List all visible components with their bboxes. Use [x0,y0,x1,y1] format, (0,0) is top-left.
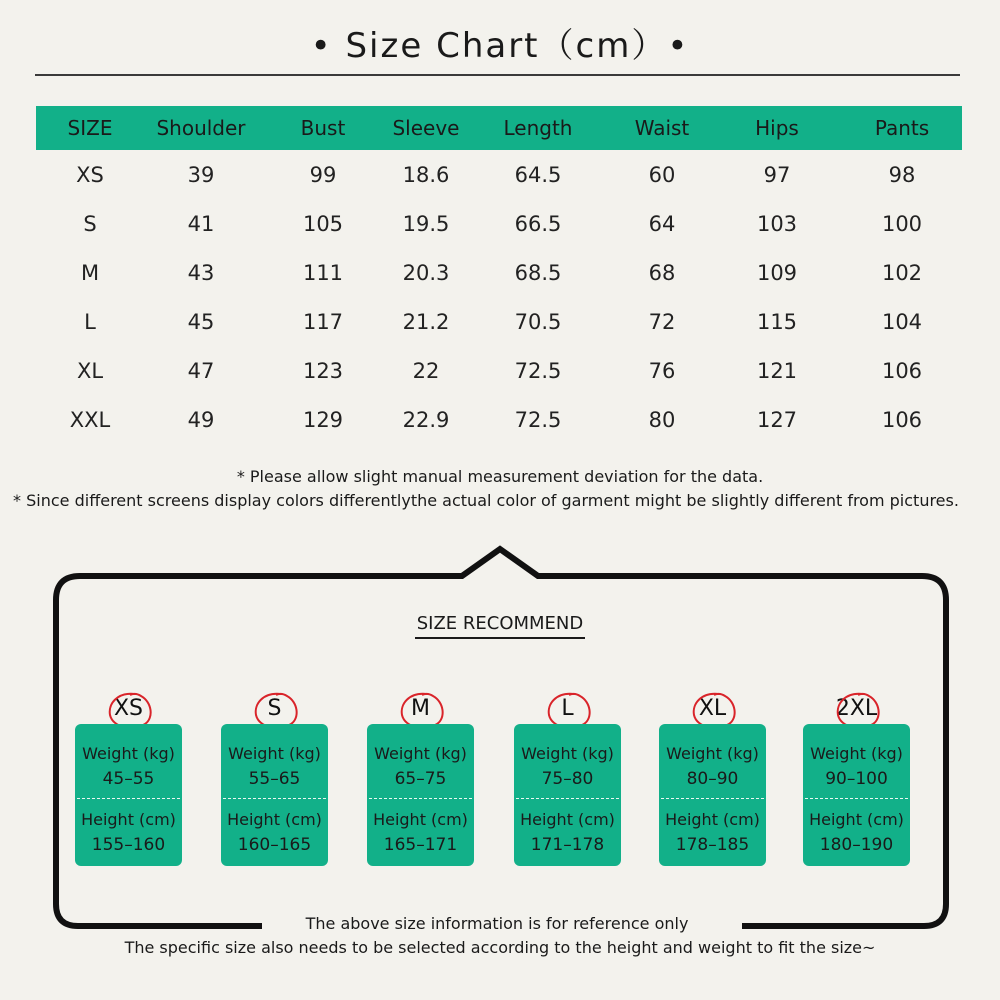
recommend-size-label: 2XL [835,696,878,721]
page-title: • Size Chart（cm）• [310,26,690,66]
table-cell: 99 [309,162,337,187]
column-header: Waist [634,116,690,140]
table-cell: 98 [888,162,916,187]
table-cell: 64 [648,211,676,236]
height-range: 160–165 [237,835,312,855]
height-range: 155–160 [91,835,166,855]
table-cell: 68 [648,260,676,285]
measurement-note: * Please allow slight manual measurement deviation for the data. [236,467,764,486]
table-cell: 72 [648,309,676,334]
table-cell: 19.5 [402,211,450,236]
size-recommend-card [803,724,910,866]
color-note: * Since different screens display colors differentlythe actual color of garment might be slightly different from pictures. [13,491,959,510]
table-cell: M [80,260,100,285]
weight-label: Weight (kg) [666,744,759,763]
column-header: Bust [300,116,346,140]
weight-range: 80–90 [686,769,739,789]
table-cell: 20.3 [402,260,450,285]
weight-label: Weight (kg) [82,744,175,763]
recommend-size-label: M [411,696,430,721]
table-cell: 49 [187,407,215,432]
table-cell: 64.5 [514,162,562,187]
reference-note: The above size information is for reference only [305,914,689,933]
table-cell: 115 [756,309,798,334]
table-cell: 105 [302,211,344,236]
column-header: Hips [755,116,799,140]
recommend-size-label: XS [113,696,144,721]
table-cell: XS [76,162,104,187]
table-cell: 80 [648,407,676,432]
table-cell: 22 [412,358,440,383]
weight-range: 45–55 [102,769,155,789]
height-label: Height (cm) [665,810,760,829]
table-cell: 106 [881,358,923,383]
size-recommend-card [221,724,328,866]
table-cell: 102 [881,260,923,285]
table-cell: 22.9 [402,407,450,432]
table-cell: 123 [302,358,344,383]
weight-label: Weight (kg) [521,744,614,763]
table-cell: 47 [187,358,215,383]
table-cell: 104 [881,309,923,334]
recommend-size-label: L [561,696,574,721]
size-recommend-title: SIZE RECOMMEND [0,613,1000,634]
column-header: SIZE [67,116,113,140]
card-divider [805,798,908,799]
height-range: 165–171 [383,835,458,855]
size-recommend-card [367,724,474,866]
card-divider [223,798,326,799]
size-recommend-card [659,724,766,866]
weight-range: 55–65 [248,769,301,789]
table-cell: 72.5 [514,407,562,432]
selection-note: The specific size also needs to be selected according to the height and weight to fit the size~ [124,938,876,957]
column-header: Pants [874,116,930,140]
card-divider [369,798,472,799]
weight-label: Weight (kg) [374,744,467,763]
column-header: Sleeve [392,116,460,140]
table-cell: XXL [69,407,111,432]
size-recommend-card [75,724,182,866]
table-cell: L [84,309,96,334]
recommend-size-label: S [267,696,282,721]
height-label: Height (cm) [520,810,615,829]
table-cell: 18.6 [402,162,450,187]
table-cell: 39 [187,162,215,187]
table-cell: 111 [302,260,344,285]
table-cell: 45 [187,309,215,334]
height-label: Height (cm) [81,810,176,829]
table-cell: 100 [881,211,923,236]
recommend-size-label: XL [698,696,727,721]
height-label: Height (cm) [373,810,468,829]
column-header: Length [503,116,573,140]
table-cell: 106 [881,407,923,432]
table-cell: 66.5 [514,211,562,236]
table-cell: 117 [302,309,344,334]
table-cell: 70.5 [514,309,562,334]
table-cell: 103 [756,211,798,236]
card-divider [516,798,619,799]
height-range: 178–185 [675,835,750,855]
table-cell: 121 [756,358,798,383]
table-cell: 109 [756,260,798,285]
table-cell: 129 [302,407,344,432]
weight-label: Weight (kg) [228,744,321,763]
table-cell: 21.2 [402,309,450,334]
table-cell: S [83,211,97,236]
table-cell: 127 [756,407,798,432]
table-cell: XL [76,358,104,383]
table-cell: 72.5 [514,358,562,383]
weight-range: 65–75 [394,769,447,789]
table-cell: 41 [187,211,215,236]
weight-range: 90–100 [825,769,888,789]
height-range: 180–190 [819,835,894,855]
height-range: 171–178 [530,835,605,855]
table-cell: 68.5 [514,260,562,285]
table-cell: 76 [648,358,676,383]
column-header: Shoulder [156,116,246,140]
table-cell: 43 [187,260,215,285]
table-cell: 60 [648,162,676,187]
table-cell: 97 [763,162,791,187]
height-label: Height (cm) [809,810,904,829]
weight-label: Weight (kg) [810,744,903,763]
weight-range: 75–80 [541,769,594,789]
size-recommend-card [514,724,621,866]
card-divider [77,798,180,799]
height-label: Height (cm) [227,810,322,829]
card-divider [661,798,764,799]
